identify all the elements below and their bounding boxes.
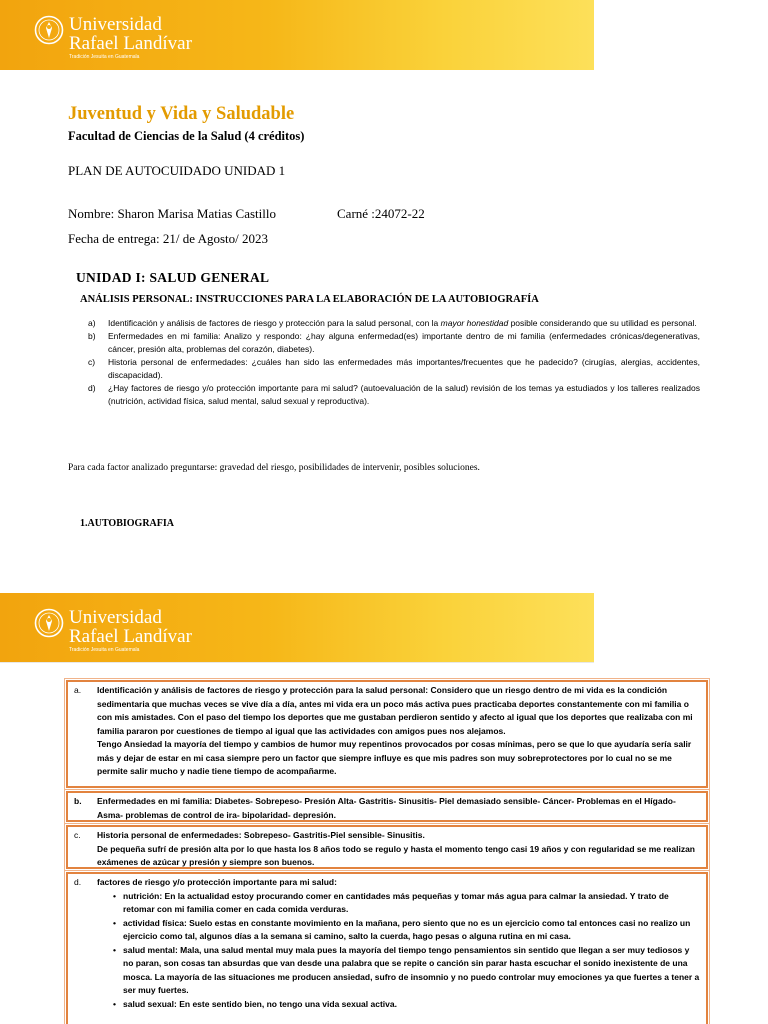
university-logo (34, 15, 192, 60)
brand-name-line1: Universidad (69, 14, 162, 35)
answer-box-d (66, 872, 708, 1024)
university-logo (34, 608, 192, 653)
unit-title: UNIDAD I: SALUD GENERAL (76, 270, 270, 285)
document-title: Juventud y Vida y Saludable (68, 104, 295, 124)
faculty-subtitle: Facultad de Ciencias de la Salud (4 créditos) (68, 129, 305, 143)
plan-heading: PLAN DE AUTOCUIDADO UNIDAD 1 (68, 163, 286, 178)
brand-name-line2: Rafael Landívar (69, 626, 192, 647)
header-banner-page2 (0, 593, 594, 663)
university-seal-icon (34, 608, 64, 638)
list-item: • nutrición: En la actualidad estoy procurando comer en cantidades más pequeñas y tomar más agua para calmar la ansiedad. Y trato de retomar con mi familia comer en cada comida verduras. (113, 890, 669, 914)
answer-a-paragraph-2: Tengo Ansiedad la mayoría del tiempo y cambios de humor muy repentinos provocados por cosas mínimas, pero se que lo que ayudaría sería salir más y dejar de estar en mi casa siempre pero un factor que siempre influye es que mis padres son muy sobreprotectores por lo cual no se me permite salir mucho y nadie tiene tiempo de acompañarme. (97, 739, 692, 776)
delivery-date: Fecha de entrega: 21/ de Agosto/ 2023 (68, 231, 269, 246)
answer-label: d. (74, 877, 82, 887)
list-item: • salud mental: Mala, una salud mental muy mala pues la mayoría del tiempo tengo pensamientos sin sentido que llegan a ser muy tediosos y no paran, son cosas tan absurdas que van desde una palabra que se repite o canción sin parar hasta escuchar el sonido inexistente de una mosca. La mayoría de las situaciones me producen ansiedad, sufro de insomnio y no puedo controlar muy emociones ya que fuertes a tener a ser muy fuertes. (113, 944, 700, 995)
answer-d-bullets (97, 890, 701, 1012)
answer-label: c. (74, 830, 81, 840)
brand-name-line1: Universidad (69, 607, 162, 628)
autobiography-heading: 1.AUTOBIOGRAFIA (80, 518, 174, 529)
instruction-item: d) ¿Hay factores de riesgo y/o protección importante para mi salud? (autoevaluación de la salud) revisión de los temas ya estudiados y los talleres realizados (nutrición, actividad física, salud mental, salud sexual y reproductiva). (88, 383, 700, 406)
answer-box-b (66, 791, 708, 822)
brand-tagline: Tradición Jesuita en Guatemala (69, 647, 140, 653)
divider (0, 662, 594, 663)
university-seal-icon (34, 15, 64, 45)
brand-name-line2: Rafael Landívar (69, 33, 192, 54)
analysis-note: Para cada factor analizado preguntarse: gravedad del riesgo, posibilidades de intervenir, posibles soluciones. (68, 463, 480, 473)
instruction-item: b) Enfermedades en mi familia: Analizo y respondo: ¿hay alguna enfermedad(es) importante dentro de mi familia (enfermedades crónicas/degenerativas, cáncer, presión alta, problemas del corazón, diabetes). (88, 331, 700, 354)
header-banner (0, 0, 594, 70)
answer-box-a (66, 680, 708, 788)
analysis-title: ANÁLISIS PERSONAL: INSTRUCCIONES PARA LA ELABORACIÓN DE LA AUTOBIOGRAFÍA (80, 294, 539, 305)
answer-c-line-1: Historia personal de enfermedades: Sobrepeso- Gastritis-Piel sensible- Sinusitis. (97, 830, 425, 840)
answer-label: b. (74, 796, 82, 806)
instruction-item: c) Historia personal de enfermedades: ¿cuáles han sido las enfermedades más importantes/frecuentes que he padecido? (cirugías, alergias, accidentes, discapacidad). (88, 357, 700, 380)
answer-d-intro: factores de riesgo y/o protección importante para mi salud: (97, 877, 337, 887)
student-id: Carné :24072-22 (337, 206, 425, 221)
brand-tagline: Tradición Jesuita en Guatemala (69, 54, 140, 60)
list-item: • actividad física: Suelo estas en constante movimiento en la mañana, pero siento que no es un ejercicio como tal entonces casi no realizo un ejercicio como tal, algunos días a la semana si camino, salto la cuerda, hago pesas o alguna rutina en mi casa. (113, 917, 691, 941)
answer-b-text: Enfermedades en mi familia: Diabetes- Sobrepeso- Presión Alta- Gastritis- Sinusitis- Piel demasiado sensible- Cáncer- Problemas en el Hígado- Asma- problemas de control de ira- bipolaridad- depresión. (97, 796, 676, 820)
answer-a-paragraph-1: Identificación y análisis de factores de riesgo y protección para la salud personal: Considero que un riesgo dentro de mi vida es la condición sedimentaria que muchas veces se vive día a día, antes mi vida era un poco más activa pues practicaba deportes constantemente con mi familia o con mis amistades. Con el paso del tiempo los deportes que me gustaban perdieron sentido y afecto al igual que los deportes que realizaba con mi familia pararon por cuestiones de tiempo al igual que las actividades con amigos pues nos alejamos. (97, 685, 693, 736)
answer-box-c (66, 825, 708, 869)
instruction-item: a) Identificación y análisis de factores de riesgo y protección para la salud personal, con la mayor honestidad posible considerando que su utilidad es personal. (88, 318, 697, 328)
instructions-list (88, 317, 700, 408)
student-name: Nombre: Sharon Marisa Matias Castillo (68, 206, 276, 221)
answer-c-line-2: De pequeña sufrí de presión alta por lo que hasta los 8 años todo se regulo y hasta el momento tengo casi 19 años y con regularidad se me realizan exámenes de azúcar y presión y siempre son buenos. (97, 843, 695, 867)
answer-label: a. (74, 685, 82, 695)
list-item: • salud sexual: En este sentido bien, no tengo una vida sexual activa. (113, 998, 397, 1009)
emphasis-text: mayor honestidad (440, 318, 509, 328)
